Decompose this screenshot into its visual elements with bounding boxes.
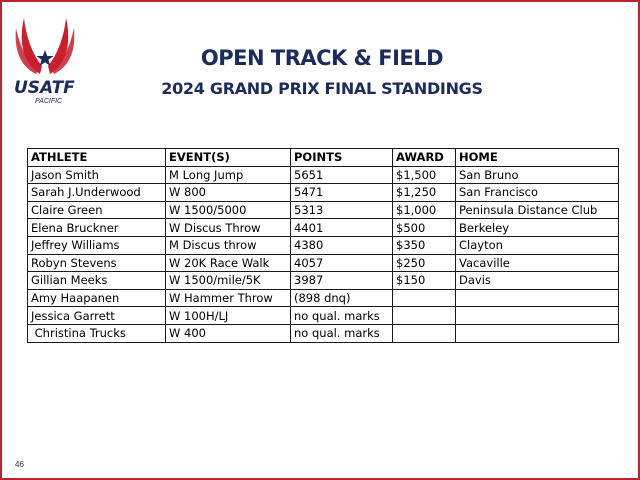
cell-award: $1,500: [393, 166, 456, 184]
table-row: [28, 254, 619, 272]
cell-event: W Hammer Throw: [166, 289, 291, 307]
cell-athlete: Jessica Garrett: [28, 307, 166, 325]
header-points: POINTS: [291, 149, 393, 167]
cell-home: Vacaville: [456, 254, 619, 272]
cell-award: [393, 289, 456, 307]
table-row: [28, 184, 619, 202]
page-number: 46: [15, 460, 24, 469]
cell-points: 5313: [291, 201, 393, 219]
cell-event: W 20K Race Walk: [166, 254, 291, 272]
cell-home: [456, 289, 619, 307]
cell-event: W 1500/mile/5K: [166, 272, 291, 290]
table-row: [28, 201, 619, 219]
table-row: [28, 307, 619, 325]
logo-subtext: PACIFIC: [35, 98, 63, 105]
table-row: [28, 236, 619, 254]
cell-athlete: Robyn Stevens: [28, 254, 166, 272]
table-row: [28, 166, 619, 184]
header-events: EVENT(S): [166, 149, 291, 167]
page-title: OPEN TRACK & FIELD: [200, 46, 444, 70]
cell-event: W 400: [166, 324, 291, 342]
header-award: AWARD: [393, 149, 456, 167]
cell-athlete: Gillian Meeks: [28, 272, 166, 290]
cell-home: San Francisco: [456, 184, 619, 202]
cell-event: W 800: [166, 184, 291, 202]
cell-award: $500: [393, 219, 456, 237]
table-row: [28, 324, 619, 342]
header-athlete: ATHLETE: [28, 149, 166, 167]
cell-athlete: Christina Trucks: [28, 324, 166, 342]
cell-home: Clayton: [456, 236, 619, 254]
page-subtitle: 2024 GRAND PRIX FINAL STANDINGS: [161, 79, 483, 98]
table-row: [28, 219, 619, 237]
cell-award: $250: [393, 254, 456, 272]
cell-event: W Discus Throw: [166, 219, 291, 237]
header-home: HOME: [456, 149, 619, 167]
cell-award: $150: [393, 272, 456, 290]
cell-points: 5651: [291, 166, 393, 184]
cell-home: Peninsula Distance Club: [456, 201, 619, 219]
cell-points: 5471: [291, 184, 393, 202]
standings-table: [27, 148, 619, 343]
table-row: [28, 272, 619, 290]
cell-home: San Bruno: [456, 166, 619, 184]
cell-event: W 1500/5000: [166, 201, 291, 219]
cell-award: $350: [393, 236, 456, 254]
cell-event: M Long Jump: [166, 166, 291, 184]
cell-event: W 100H/LJ: [166, 307, 291, 325]
cell-award: $1,250: [393, 184, 456, 202]
cell-home: Davis: [456, 272, 619, 290]
table-header-row: [28, 149, 619, 167]
cell-athlete: Jeffrey Williams: [28, 236, 166, 254]
cell-athlete: Jason Smith: [28, 166, 166, 184]
cell-athlete: Elena Bruckner: [28, 219, 166, 237]
cell-award: $1,000: [393, 201, 456, 219]
cell-event: M Discus throw: [166, 236, 291, 254]
cell-points: 4401: [291, 219, 393, 237]
cell-home: [456, 324, 619, 342]
table-row: [28, 289, 619, 307]
cell-points: no qual. marks: [291, 307, 393, 325]
cell-athlete: Amy Haapanen: [28, 289, 166, 307]
cell-points: (898 dnq): [291, 289, 393, 307]
cell-home: [456, 307, 619, 325]
cell-athlete: Claire Green: [28, 201, 166, 219]
cell-award: [393, 307, 456, 325]
cell-athlete: Sarah J.Underwood: [28, 184, 166, 202]
cell-points: 4380: [291, 236, 393, 254]
cell-points: 4057: [291, 254, 393, 272]
cell-points: 3987: [291, 272, 393, 290]
cell-home: Berkeley: [456, 219, 619, 237]
cell-points: no qual. marks: [291, 324, 393, 342]
cell-award: [393, 324, 456, 342]
logo-wordmark: USATF: [14, 78, 75, 98]
